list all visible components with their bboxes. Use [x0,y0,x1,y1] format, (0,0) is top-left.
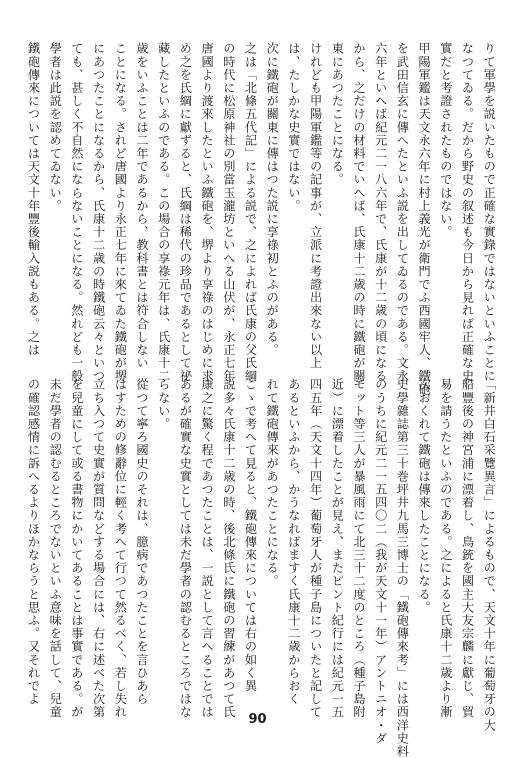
text-column: こゝで考へて見ると、鐵砲傳來については右の如く異 [243,378,258,693]
text-column: の時代に松原神社の別當玉瀧坊といへる山伏が、永正七年 [221,42,236,383]
text-column: 康之に驚く程であつたことは、一説として言へることでは [200,378,215,719]
text-column: 六年といへば紀元二一八六年で、氏康が十二歳の頃になる [373,42,388,383]
text-column: 未だ學者の認むるところでないといふ意味を話して、兒童 [48,378,63,719]
text-column: め之を氏綱に獻ずると、氏綱は稀代の珍品であるとして祕 [178,42,193,383]
text-column: の確認感情に訴へるよりほかならうと思ふ。又それでよ [26,378,41,706]
text-column: 史學雜誌第三十巻坪井九馬三博士の「鐵砲傳來考」には西洋史料 [395,378,410,758]
text-column: ことになる。されど唐國より永正七年に來てゐた鐵砲が堺 [113,42,128,383]
text-column: のうちに紀元二一五四〇二（我が天文十一年）アントニオ・ダ [373,378,388,745]
text-column: あるといふから、かうなればますく氏康十二歳からおく [286,378,301,706]
text-column: なつてゐる。だから野史の叙述も今日から見れば正確な史 [460,42,475,383]
text-column: りて軍學を説いたもので正確な實錄ではないといふことに [482,42,497,383]
text-column: 「新井白石采覽異言」によるもので、天文十年に葡萄牙の大 [482,378,497,732]
text-column: はすための修辭位に輕く考へて行つて然るべく、若し失れ [113,378,128,719]
text-column: れて鐵砲傳來があつたことになる。 [265,378,280,588]
text-column: けれども甲陽軍鑑等の記事が、立派に考證出來ない以上 [308,42,323,370]
text-column: モット等三人が暴風雨にて北三十二度のところ（種子島附 [352,378,366,719]
text-column: 學者は此説を認めてゐない。 [48,42,63,213]
text-column: 船豐後の神宮浦に漂着し、鳥銃を國主大友宗麟に獻じ、貿 [460,378,475,719]
text-column: ても、甚しく不自然にならないことになる。然れども一般 [69,42,84,383]
text-column: 之は「北條五代記」による説で、之によれば氏康の父氏綱 [243,42,258,383]
text-column: 東にあつたことになる。 [330,42,345,187]
text-column: 鐵砲傳來については天文十年豐後輸入説もある。之は [26,42,41,357]
text-column: 次に鐵砲が關東に傳はつた説に享祿初とふのがある。 [265,42,280,357]
text-column: 唐國より渡來したといふ鐵砲を、堺より享祿のはじめに求 [200,42,215,383]
text-column: 藏したといふのである。この場合の享祿元年は、氏康十二 [156,42,171,383]
text-column: にあつたことになるから、氏康十二歳の時鐵砲云々といつ [91,42,106,383]
text-column: あるが確實な史實としては未だ學者の認むるところではな [178,378,193,719]
text-column: 近）に漂着したことが見え、またピント紀行には紀元一五 [330,378,345,719]
text-column: 甲陽軍鑑は天文永六年に村上義光が衛門でふ西國牢人、鐵砲 [417,42,432,396]
text-column: 次おくれて鐵砲は傳來したことになる。 [417,378,432,614]
text-column: から、之だけの材料でいへば、氏康十二歳の時に鐵砲が關 [352,42,366,383]
text-column: らない。 [156,378,171,431]
text-column: 易を請うたといふのである。之によると氏康十二歳より漸 [438,378,453,719]
text-column: 實だと考證されたものではない。 [438,42,453,239]
text-column: は、たしかな史實ではない。 [286,42,301,213]
text-column: を兒童にして或る書物にかいてあることは事實である。が [69,378,84,719]
text-column: 立ち入つて史實が質問などする場合には、右に述べた次第 [91,378,106,719]
text-column: を武田信玄に傳へたといふ説を出してゐるのである。文永 [395,42,410,383]
text-column: 從つて寧ろ國史のそれは、臆病であつたことを言ひあら [135,378,149,706]
text-column: 説多々氏康十二歳の時、後北條氏に鐵砲の習練があつて氏 [221,378,236,719]
text-column: 四五年（天文十四年）葡萄牙人が種子島についたと記して [308,378,323,719]
page-number: 90 [248,712,267,727]
text-column: 歳をいふことは二年であるから、教科書とは符合しない [135,42,149,370]
